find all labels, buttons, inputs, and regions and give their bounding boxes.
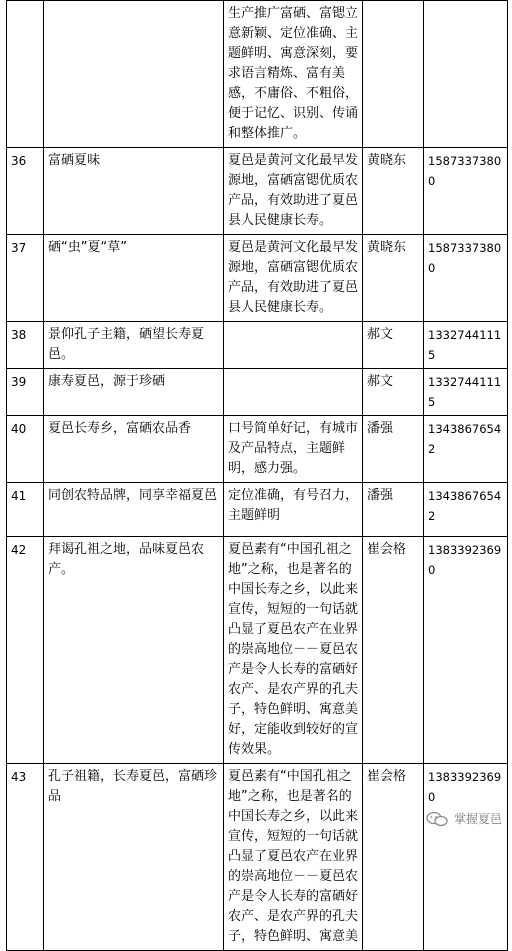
slogan-description bbox=[224, 322, 363, 369]
slogan-text: 硒“虫”夏“草” bbox=[44, 235, 224, 322]
phone-number: 13833923690 bbox=[424, 764, 508, 951]
row-number: 38 bbox=[7, 322, 44, 369]
table-row bbox=[7, 322, 508, 369]
phone-number: 13327441115 bbox=[424, 322, 508, 369]
row-number: 40 bbox=[7, 416, 44, 483]
table-row bbox=[7, 764, 508, 951]
author-name: 崔会格 bbox=[363, 537, 424, 764]
slogan-text: 富硒夏味 bbox=[44, 148, 224, 235]
table-row bbox=[7, 483, 508, 537]
table-row bbox=[7, 416, 508, 483]
table-row bbox=[7, 235, 508, 322]
slogan-description: 夏邑是黄河文化最早发源地，富硒富锶优质农产品，有效助进了夏邑县人民健康长寿。 bbox=[224, 235, 363, 322]
watermark-label: 掌握夏邑 bbox=[453, 812, 502, 826]
slogan-text bbox=[44, 1, 224, 148]
table-row bbox=[7, 148, 508, 235]
slogan-description: 夏邑是黄河文化最早发源地，富硒富锶优质农产品，有效助进了夏邑县人民健康长寿。 bbox=[224, 148, 363, 235]
slogan-description bbox=[224, 369, 363, 416]
author-name: 潘强 bbox=[363, 483, 424, 537]
author-name bbox=[363, 1, 424, 148]
slogan-text: 康寿夏邑，源于珍硒 bbox=[44, 369, 224, 416]
slogan-text: 孔子祖籍，长寿夏邑，富硒珍品 bbox=[44, 764, 224, 951]
author-name: 郝文 bbox=[363, 369, 424, 416]
author-name: 潘强 bbox=[363, 416, 424, 483]
phone-number: 13438676542 bbox=[424, 416, 508, 483]
slogan-text: 景仰孔子主籍，硒望长寿夏邑。 bbox=[44, 322, 224, 369]
author-name: 郝文 bbox=[363, 322, 424, 369]
slogan-text: 同创农特品牌，同享幸福夏邑 bbox=[44, 483, 224, 537]
table-row bbox=[7, 369, 508, 416]
phone-number: 13833923690 bbox=[424, 537, 508, 764]
slogan-description: 定位准确，有号召力，主题鲜明 bbox=[224, 483, 363, 537]
phone-number: 15873373800 bbox=[424, 235, 508, 322]
row-number: 43 bbox=[7, 764, 44, 951]
slogan-text: 夏邑长寿乡，富硒农品香 bbox=[44, 416, 224, 483]
row-number bbox=[7, 1, 44, 148]
slogan-text: 拜谒孔祖之地，品味夏邑农产。 bbox=[44, 537, 224, 764]
row-number: 42 bbox=[7, 537, 44, 764]
phone-number: 13327441115 bbox=[424, 369, 508, 416]
slogan-description: 夏邑素有“中国孔祖之地”之称，也是著名的中国长寿之乡，以此来宣传，短短的一句话就凸显了夏邑农产在业界的崇高地位－－夏邑农产是令人长寿的富硒好农产、是农产界的孔夫子，特色鲜明、寓意美 bbox=[224, 764, 363, 951]
table-row bbox=[7, 1, 508, 148]
phone-number: 13438676542 bbox=[424, 483, 508, 537]
author-name: 黄晓东 bbox=[363, 235, 424, 322]
row-number: 36 bbox=[7, 148, 44, 235]
watermark bbox=[426, 810, 502, 827]
phone-number bbox=[424, 1, 508, 148]
author-name: 黄晓东 bbox=[363, 148, 424, 235]
slogan-description: 生产推广富硒、富锶立意新颖、定位准确、主题鲜明、寓意深刻，要求语言精炼、富有美感，不庸俗、不粗俗，便于记忆、识别、传诵和整体推广。 bbox=[224, 1, 363, 148]
row-number: 37 bbox=[7, 235, 44, 322]
slogan-description: 口号简单好记，有城市及产品特点，主题鲜明，感力强。 bbox=[224, 416, 363, 483]
row-number: 39 bbox=[7, 369, 44, 416]
author-name: 崔会格 bbox=[363, 764, 424, 951]
slogan-description: 夏邑素有“中国孔祖之地”之称，也是著名的中国长寿之乡，以此来宣传，短短的一句话就凸显了夏邑农产在业界的崇高地位－－夏邑农产是令人长寿的富硒好农产、是农产界的孔夫子，特色鲜明、寓意美好，定能收到较好的宣传效果。 bbox=[224, 537, 363, 764]
wechat-icon bbox=[426, 811, 448, 827]
row-number: 41 bbox=[7, 483, 44, 537]
slogan-table bbox=[6, 0, 508, 951]
phone-number: 15873373800 bbox=[424, 148, 508, 235]
table-row bbox=[7, 537, 508, 764]
